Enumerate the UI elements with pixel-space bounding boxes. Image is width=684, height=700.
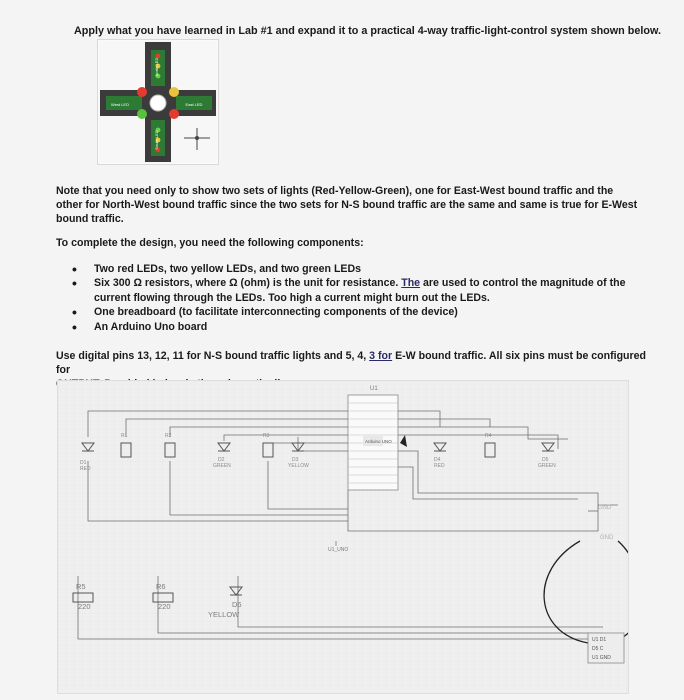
arduino-label: Arduino UNO	[365, 439, 392, 444]
note-line: other for North-West bound traffic since the two sets for N-S bound traffic are the same and same is true for E-West	[56, 199, 638, 211]
list-item-text: One breadboard (to facilitate interconnecting components of the device)	[94, 306, 458, 319]
bullet-icon: •	[72, 318, 77, 335]
page-heading: Apply what you have learned in Lab #1 and expand it to a practical 4-way traffic-light-control system shown below.	[74, 25, 661, 37]
part-value: GREEN	[213, 463, 231, 469]
yellow-light-icon	[169, 87, 179, 97]
part-ref: D6	[232, 600, 242, 609]
part-value: YELLOW	[208, 610, 240, 619]
bullet-icon: •	[72, 261, 77, 277]
part-ref: R1	[121, 433, 128, 439]
list-item	[72, 276, 632, 305]
intersection-illustration	[98, 40, 218, 164]
part-ref: D1	[80, 460, 87, 466]
green-light-icon	[137, 109, 147, 119]
label-west: West LED	[111, 102, 129, 107]
list-item-text: Two red LEDs, two yellow LEDs, and two green LEDs	[94, 263, 362, 275]
part-value: GREEN	[538, 463, 556, 469]
list-item-text-part: Six 300 Ω resistors, where Ω (ohm) is the unit for resistance.	[94, 277, 402, 290]
part-ref: R6	[156, 582, 166, 591]
components-list	[72, 262, 632, 334]
connector-label: D5 C	[592, 646, 604, 652]
center-marker	[150, 95, 166, 111]
part-ref: D5	[542, 457, 549, 463]
schematic-diagram	[57, 380, 629, 694]
pins-text: E-W bound traffic. All six pins must be configured for	[56, 350, 647, 376]
list-item	[72, 305, 632, 319]
underlined-word: The	[401, 277, 421, 290]
part-value: RED	[434, 463, 445, 469]
list-item	[72, 262, 632, 276]
part-value: 220	[158, 602, 171, 611]
connector-label: U1 D1	[592, 637, 607, 643]
part-value: YELLOW	[288, 463, 309, 469]
part-ref: R3	[263, 433, 270, 439]
list-item-text	[94, 276, 632, 305]
pins-text: Use digital pins 13, 12, 11 for N-S bound traffic lights and 5, 4,	[56, 350, 370, 362]
note-line: bound traffic.	[56, 213, 124, 225]
part-value: RED	[80, 466, 91, 472]
gnd-label: GND	[598, 505, 612, 511]
part-ref: D2	[218, 457, 225, 463]
components-intro: To complete the design, you need the following components:	[56, 237, 364, 249]
bullet-icon: •	[72, 304, 77, 321]
note-line: Note that you need only to show two sets of lights (Red-Yellow-Green), one for East-West bound traffic and the	[56, 185, 614, 197]
u1-uno-label: U1_UNO	[328, 547, 349, 553]
red-light-icon	[137, 87, 147, 97]
part-ref: D3	[292, 457, 299, 463]
label-south: South LED	[154, 130, 159, 150]
gnd-label: GND	[600, 535, 614, 541]
label-east: East LED	[185, 102, 203, 107]
u1-label: U1	[370, 386, 378, 392]
part-ref: R5	[76, 582, 86, 591]
connector-label: U1 GND	[592, 655, 611, 661]
list-item-text-part: current flowing through the LEDs. Too high a current might burn out the LEDs.	[94, 291, 490, 304]
part-ref: R4	[485, 433, 492, 439]
part-value: 220	[78, 602, 91, 611]
list-item	[72, 320, 632, 334]
list-item-text: An Arduino Uno board	[94, 320, 208, 333]
intersection-photo	[97, 39, 219, 165]
bullet-icon: •	[72, 275, 77, 292]
red-light-icon	[169, 109, 179, 119]
schematic-svg	[58, 381, 628, 693]
part-ref: R2	[165, 433, 172, 439]
note-paragraph	[56, 184, 646, 226]
list-item-text-part: are used to control the magnitude of the	[420, 277, 626, 290]
part-ref: D4	[434, 457, 441, 463]
label-north: North LED	[154, 57, 159, 77]
underlined-text: 3 for	[369, 350, 393, 362]
